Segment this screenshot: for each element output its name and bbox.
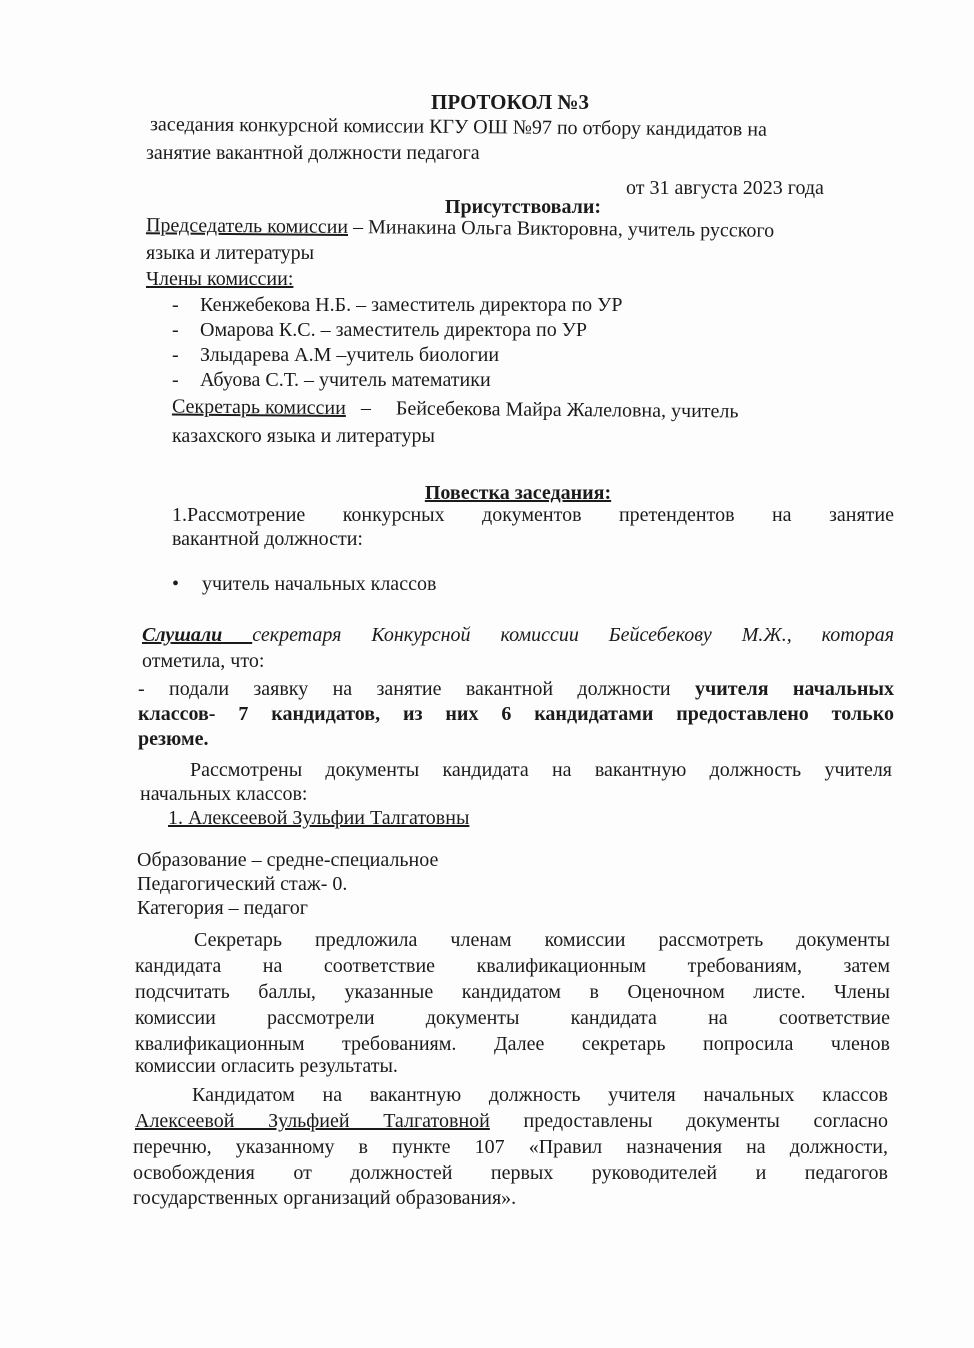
dash-marker: - <box>172 344 179 366</box>
applications-line: - подали заявку на занятие вакантной должности учителя начальных <box>138 678 894 700</box>
members-label: Члены комиссии: <box>146 268 294 290</box>
candidate-name-inline: Алексеевой Зульфией Талгатовной <box>135 1110 490 1132</box>
list-item: - Злыдарева А.М –учитель биологии <box>172 344 500 366</box>
chairman-line: языка и литературы <box>146 242 315 264</box>
page-title: ПРОТОКОЛ №3 <box>431 90 589 114</box>
candidate-name: 1. Алексеевой Зульфии Талгатовны <box>168 807 470 829</box>
experience-line: Педагогический стаж- 0. <box>137 873 348 895</box>
reviewed-line: начальных классов: <box>140 783 308 805</box>
chairman-label: Председатель комиссии <box>145 214 349 239</box>
applications-line: классов- 7 кандидатов, из них 6 кандидатами предоставлено только <box>138 703 894 725</box>
bullet-marker: • <box>172 573 180 595</box>
dash-marker: - <box>172 294 179 316</box>
listened-label: Слушали <box>142 624 253 646</box>
listened-line: отметила, что: <box>142 650 265 672</box>
chairman-text: – Минакина Ольга Викторовна, учитель русского <box>347 216 775 242</box>
paragraph-line: квалификационным требованиям. Далее секретарь попросила членов <box>135 1033 890 1055</box>
subtitle-line: заседания конкурсной комиссии КГУ ОШ №97 по отбору кандидатов на <box>149 113 767 141</box>
category-line: Категория – педагог <box>137 897 308 919</box>
secretary-label: Секретарь комиссии <box>171 395 346 420</box>
bullet-item: • учитель начальных классов <box>172 573 437 595</box>
education-line: Образование – средне-специальное <box>137 849 439 871</box>
protocol-date: от 31 августа 2023 года <box>626 177 824 199</box>
present-heading: Присутствовали: <box>444 196 602 218</box>
paragraph-line: освобождения от должностей первых руководителей и педагогов <box>133 1162 888 1184</box>
agenda-item: 1.Рассмотрение конкурсных документов претендентов на занятие <box>172 504 894 526</box>
list-item: - Абуова С.Т. – учитель математики <box>172 369 491 391</box>
paragraph-line: кандидата на соответствие квалификационным требованиям, затем <box>135 955 890 977</box>
paragraph-line: комиссии огласить результаты. <box>135 1055 398 1077</box>
list-item: - Кенжебекова Н.Б. – заместитель директора по УР <box>172 294 623 316</box>
reviewed-line: Рассмотрены документы кандидата на вакантную должность учителя <box>190 759 892 781</box>
secretary-text: – Бейсебекова Майра Жалеловна, учитель <box>345 397 739 423</box>
paragraph-line: подсчитать баллы, указанные кандидатом в Оценочном листе. Члены <box>135 981 890 1003</box>
listened-line: Слушали секретаря Конкурсной комиссии Бейсебекову М.Ж., которая <box>142 624 894 646</box>
secretary-line <box>172 395 739 424</box>
paragraph-line: Кандидатом на вакантную должность учителя начальных классов <box>192 1084 888 1106</box>
paragraph-line: перечню, указанному в пункте 107 «Правил назначения на должности, <box>133 1136 888 1158</box>
paragraph-line: Секретарь предложила членам комиссии рассмотреть документы <box>194 929 890 951</box>
agenda-item: вакантной должности: <box>172 528 363 550</box>
dash-marker: - <box>172 319 179 341</box>
paragraph-line: государственных организаций образования». <box>133 1187 517 1209</box>
chairman-line <box>146 213 774 242</box>
subtitle-line: занятие вакантной должности педагога <box>146 142 480 164</box>
agenda-heading: Повестка заседания: <box>424 482 612 504</box>
paragraph-line: Алексеевой Зульфией Талгатовной предоставлены документы согласно <box>135 1110 889 1132</box>
applications-line: резюме. <box>138 728 209 750</box>
paragraph-line: комиссии рассмотрели документы кандидата на соответствие <box>135 1007 890 1029</box>
list-item: - Омарова К.С. – заместитель директора по УР <box>172 319 587 341</box>
secretary-line: казахского языка и литературы <box>172 425 435 447</box>
dash-marker: - <box>172 369 179 391</box>
